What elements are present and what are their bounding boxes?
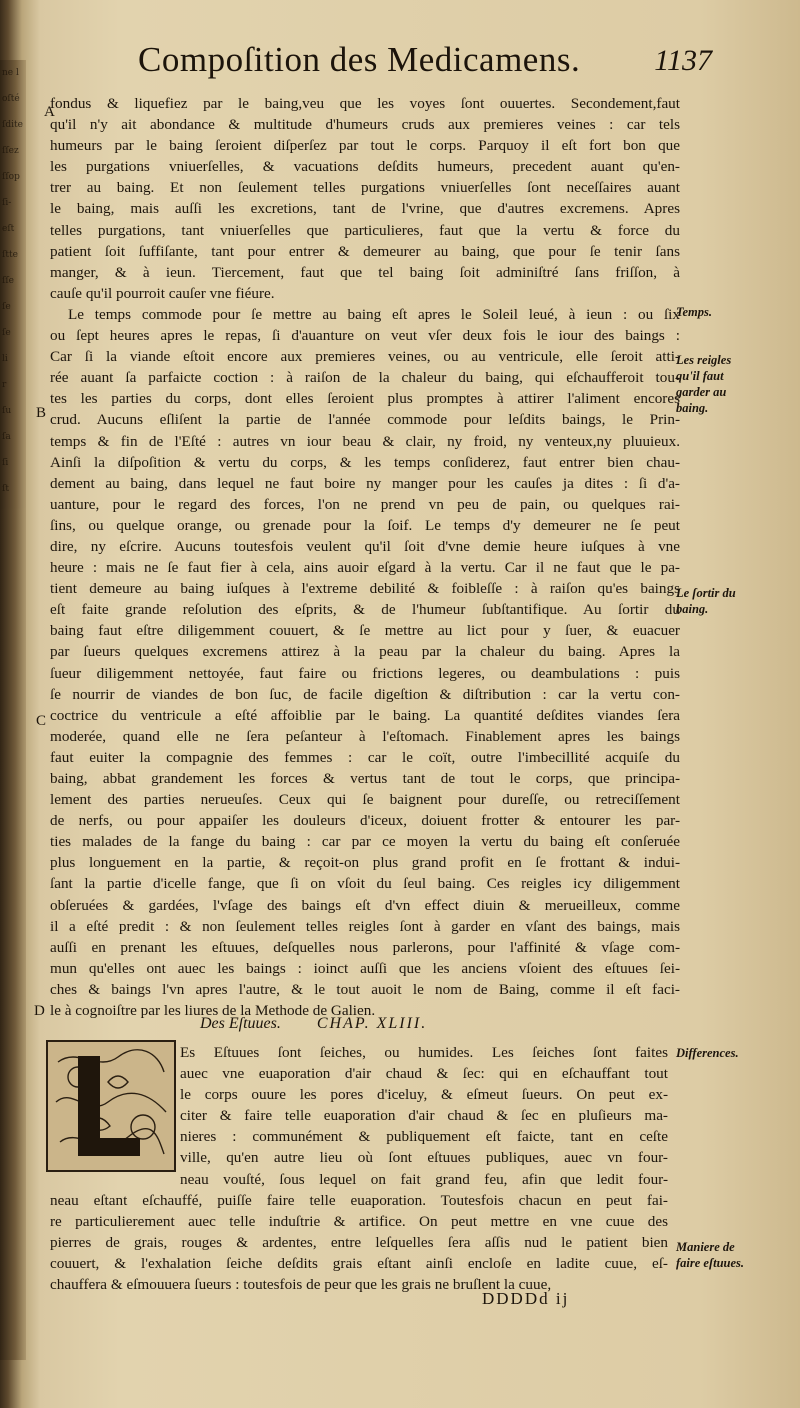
text-line: par ſueurs quelques excremens attirez à la peau par la chaleur du baing. Apres la bbox=[50, 643, 680, 661]
text-line: auſſi en prenant les eſtuues, deſquelles nous parlerons, pour l'affinité & vſage com- bbox=[50, 938, 680, 956]
text-line: auec vne euaporation d'air chaud & ſec: qui en eſchauffant tout bbox=[180, 1065, 668, 1083]
gutter-fragment: oſté bbox=[2, 94, 20, 104]
text-line: ſant la partie d'icelle fange, que ſi on vſoit du ſeul baing. Ces reigles icy diligemment bbox=[50, 875, 680, 893]
text-line: coctrice du ventricule a eſté affoiblie par le baing. La quantité deſdites viandes ſera bbox=[50, 706, 680, 724]
gutter-fragment: ſi- bbox=[2, 198, 12, 208]
note-reigles-1: Les reigles bbox=[676, 353, 732, 367]
gutter-fragment: ſt bbox=[2, 484, 9, 494]
text-line: ties malades de la fange du baing : car par ce moyen la vertu du baing eſt conſeruée bbox=[50, 833, 680, 851]
text-line: citer & faire telle euaporation d'air chaud & ſec en pluſieurs ma- bbox=[180, 1107, 668, 1125]
main-text bbox=[50, 93, 680, 1021]
text-line: il a eſté predit : & non ſeulement telles reigles ſont à garder en vſant des baings, mais bbox=[50, 917, 680, 935]
note-temps: Temps. bbox=[676, 305, 712, 319]
text-line: patient ſoit ſuffiſante, tant pour entrer & demeurer au baing, que pour ſe tenir ſans bbox=[50, 242, 680, 260]
text-line: baing faut eſtre diligemment couuert, & ſe mettre au lict pour y ſuer, & euacuer bbox=[50, 622, 680, 640]
text-line: neau eſtant eſchauffé, puiſſe faire telle euaporation. Toutesfois chacun en peut fai- bbox=[50, 1191, 668, 1209]
text-line: crud. Aucuns eſliſent la partie de l'année commode pour leſdits baings, le Prin- bbox=[50, 411, 680, 429]
facing-page-gutter bbox=[0, 60, 26, 1360]
text-line: fondus & liquefiez par le baing,veu que les voyes ſont ouuertes. Secondement,faut bbox=[50, 95, 680, 112]
gutter-fragment: ſdite bbox=[2, 120, 23, 130]
text-line: le à cognoiſtre par les liures de la Methode de Galien. bbox=[50, 1002, 376, 1020]
paragraph-1 bbox=[50, 93, 680, 304]
text-line: eſt faite grande reſolution des eſprits, & de l'humeur ſubſtantifique. Au ſortir du bbox=[50, 601, 680, 619]
text-line: telles purgations, tant vniuerſelles que particulieres, faut que la vertu & force du bbox=[50, 221, 680, 239]
text-line: pierres de grais, rouges & ardentes, entre leſquelles ſera aſſis nud le patient bien bbox=[50, 1233, 668, 1251]
gutter-fragment: ſe bbox=[2, 302, 11, 312]
chapter-number: CHAP. XLIII. bbox=[316, 1015, 428, 1032]
gutter-fragment: ſu bbox=[2, 406, 12, 416]
text-line: Ainſi la diſpoſition & vertu du corps, & les temps conſiderez, faut entrer bien chau- bbox=[50, 453, 680, 471]
gutter-fragment: ſſez bbox=[2, 146, 19, 156]
text-line: cauſe qu'il pourroit cauſer vne fiéure. bbox=[50, 284, 275, 302]
gutter-fragment: ſi bbox=[2, 458, 9, 468]
decorated-initial-l bbox=[46, 1040, 176, 1172]
text-line: temps & fin de l'Eſté : autres vn iour beau & clair, ny froid, ny venteux,ny pluuieux. bbox=[50, 432, 680, 450]
text-line: chauffera & eſmouuera ſueurs : toutesfois de peur que les grais ne bruſlent la cuue, bbox=[50, 1276, 552, 1294]
text-line: re particulierement auec telle induſtrie & artifice. On peut mettre en vne cuue des bbox=[50, 1212, 668, 1230]
paragraph-2 bbox=[50, 304, 680, 1021]
gutter-fragment: ſſe bbox=[2, 276, 14, 286]
note-maniere-1: Maniere de bbox=[676, 1240, 735, 1254]
text-line: qu'il n'y ait abondance & multitude d'humeurs cruds aux premieres veines : car tels bbox=[50, 116, 680, 134]
woodcut-initial-icon bbox=[48, 1042, 174, 1170]
text-line: les purgations vniuerſelles, & vacuations deſdits humeurs, precedent auant qu'en- bbox=[50, 158, 680, 176]
note-differences: Differences. bbox=[676, 1046, 739, 1060]
gutter-fragment: li bbox=[2, 354, 8, 364]
text-line: ou ſept heures apres le repas, ſi d'auanture on veut vſer deux fois le iour des baings : bbox=[50, 327, 680, 345]
text-line: dement au baing, dans lequel ne faut boire ny manger pour les cauſes ja dites : ſi d'a- bbox=[50, 474, 680, 492]
text-line: baing, abbat grandement les forces & vertus tant de tout le corps, que principa- bbox=[50, 770, 680, 787]
margin-letter-c: C bbox=[36, 713, 47, 729]
note-reigles-3: garder au bbox=[676, 385, 727, 399]
text-line: couuert, & l'exhalation ſeiche deſdits grais eſtant ainſi encloſe en ladite cuue, eſ- bbox=[50, 1254, 668, 1272]
text-line: le corps ouure les pores d'iceluy, & eſmeut ſueurs. On peut ex- bbox=[180, 1086, 668, 1104]
text-line: lement des parties nerueuſes. Ceux qui ſe baignent pour dureſſe, ou retreciſſement bbox=[50, 791, 680, 809]
text-line: humeurs par le baing ſeroient diſperſez par tout le corps. Parquoy il eſt fort bon que bbox=[50, 137, 680, 155]
text-line: rée auant ſa parfaicte coction : à raiſon de la chaleur du baing, qui eſchaufferoit tou- bbox=[50, 369, 680, 387]
page-number: 1137 bbox=[654, 44, 712, 77]
text-line: manger, & à ieun. Tiercement, faut que tel baing ſoit adminiſtré ſans friſſon, à bbox=[50, 263, 680, 281]
margin-letter-a: A bbox=[44, 104, 55, 120]
text-line: dire, ny eſcrire. Aucuns toutesfois veulent qu'il ſoit d'vne demie heure iuſques à vne bbox=[50, 537, 680, 555]
text-line: ville, qu'en autre lieu où ſont eſtuues publiques, auec vn four- bbox=[180, 1149, 668, 1167]
margin-letter-d: D bbox=[34, 1003, 45, 1019]
chapter-heading bbox=[200, 1015, 427, 1033]
chapter-title: Des Eſtuues. bbox=[200, 1015, 281, 1032]
margin-letter-b: B bbox=[36, 405, 47, 421]
text-line: trer au baing. Et non ſeulement telles purgations vniuerſelles ſont neceſſaires auant bbox=[50, 179, 680, 197]
note-reigles-2: qu'il faut bbox=[676, 369, 724, 383]
note-sortir-2: baing. bbox=[676, 602, 709, 616]
text-line: ſe nourrir de viandes de bon ſuc, de facile digeſtion & diſtribution : car la vertu con- bbox=[50, 685, 680, 703]
note-sortir-1: Le ſortir du bbox=[676, 586, 736, 600]
text-line: ſueur diligemment nettoyée, faut faire ou frictions legeres, ou deambulations : puis bbox=[50, 664, 680, 682]
text-line: Le temps commode pour ſe mettre au baing eſt apres le Soleil leué, à ieun : ou ſix bbox=[68, 305, 680, 323]
text-line: moderée, quand elle ne ſera peſanteur à l'eſtomach. Finablement apres les baings bbox=[50, 727, 680, 745]
signature-mark: DDDDd ij bbox=[482, 1289, 570, 1308]
text-line: le baing, mais auſſi les excretions, tant de l'vrine, que d'autres excremens. Apres bbox=[50, 200, 680, 218]
text-line: tient demeure au baing iuſques à l'extreme debilité & foibleſſe : à raiſon qu'es baings bbox=[50, 580, 680, 598]
text-line: Car ſi la viande eſtoit encore aux premieres veines, ou au ventricule, elle ſeroit atti- bbox=[50, 348, 680, 366]
gutter-fragment: ſſop bbox=[2, 172, 20, 182]
text-line: ſins, ou quelque orange, ou grenade pour la ſoif. Le temps d'y demeurer ne ſe peut bbox=[50, 516, 680, 534]
text-line: de nerfs, ou pour appaiſer les douleurs d'iceux, doiuent frotter & entourer les par- bbox=[50, 812, 680, 830]
text-line: Es Eſtuues ſont ſeiches, ou humides. Les ſeiches ſont faites bbox=[180, 1044, 668, 1061]
text-line: plus longuement en la partie, & reçoit-on plus grand profit en ſe frottant & indui- bbox=[50, 854, 680, 872]
running-header bbox=[60, 40, 712, 90]
gutter-fragment: ſtte bbox=[2, 250, 18, 260]
gutter-fragment: r bbox=[2, 380, 7, 390]
text-line: nieres : communément & publiquement eſt faicte, tant en ceſte bbox=[180, 1128, 668, 1146]
text-line: faut euiter la compagnie des femmes : car le coït, outre l'imbecillité acquiſe du bbox=[50, 748, 680, 766]
text-line: uanture, pour le regard des forces, l'on ne prend vn peu de pain, ou quelques rai- bbox=[50, 495, 680, 513]
gutter-fragment: ſa bbox=[2, 432, 11, 442]
text-line: heure : mais ne ſe faut fier à cela, ains auoir eſgard à la vertu. Car il ne faut que le pa- bbox=[50, 559, 680, 577]
text-line: tes les parties du corps, dont elles ſeroient plus promptes à attirer l'aliment encores bbox=[50, 390, 680, 408]
running-title: Compoſition des Medicamens. bbox=[138, 40, 581, 79]
text-line: neau vouſté, ſous lequel on fait grand feu, afin que ledit four- bbox=[180, 1170, 668, 1188]
gutter-fragment: eſt bbox=[2, 224, 15, 234]
text-line: ches & baings l'vn apres l'autre, & le tout auoit le nom de Baing, comme il eſt faci- bbox=[50, 980, 680, 998]
note-maniere-2: faire eſtuues. bbox=[676, 1256, 745, 1270]
gutter-fragment: ne l bbox=[2, 68, 19, 78]
gutter-fragment: ſe bbox=[2, 328, 11, 338]
text-line: mun qu'elles ont auec les baings : ioinct auſſi que les anciens vſoient des eſtuues ſei- bbox=[50, 959, 680, 977]
note-reigles-4: baing. bbox=[676, 401, 709, 415]
text-line: obſeruées & gardées, l'vſage des baings eſt d'vn effect diuin & merueilleux, comme bbox=[50, 896, 680, 914]
